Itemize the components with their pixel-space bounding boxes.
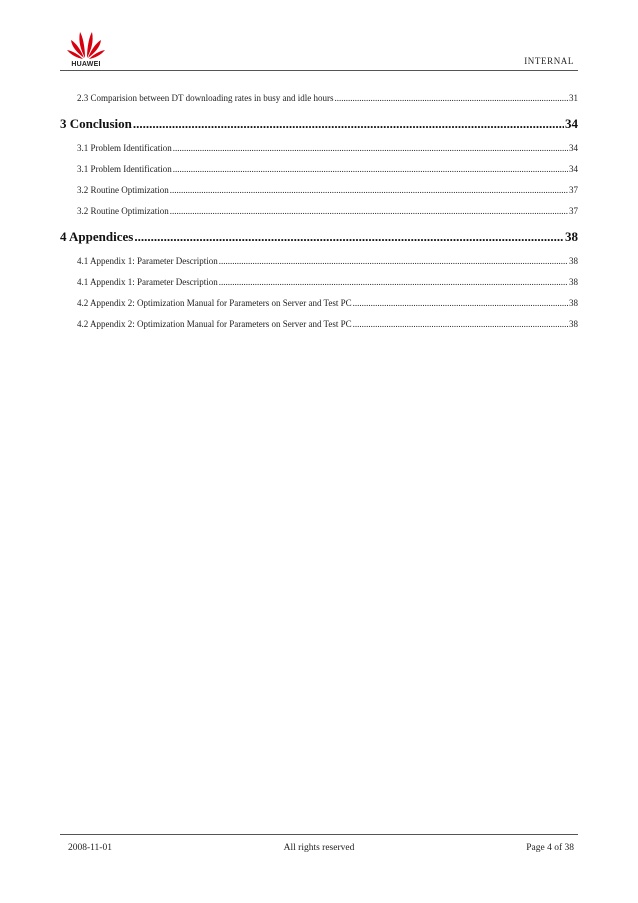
toc-entry-title: 3.2 Routine Optimization: [77, 185, 169, 195]
toc-entry-title: 4.1 Appendix 1: Parameter Description: [77, 277, 218, 287]
toc-entry-page: 34: [569, 164, 578, 174]
toc-dot-leader: [173, 159, 568, 180]
huawei-petals-icon: [66, 28, 106, 60]
toc-entry-title: 4.1 Appendix 1: Parameter Description: [77, 256, 218, 266]
toc-entry-title: 4.2 Appendix 2: Optimization Manual for Parameters on Server and Test PC: [77, 298, 352, 308]
classification-label: INTERNAL: [524, 56, 574, 66]
toc-entry-title: 2.3 Comparision between DT downloading rates in busy and idle hours: [77, 93, 334, 103]
toc-dot-leader: [170, 201, 568, 222]
toc-entry-title: 3.2 Routine Optimization: [77, 206, 169, 216]
toc-subsection-entry[interactable]: [60, 293, 578, 314]
toc-dot-leader: [219, 251, 568, 272]
huawei-logo: [66, 28, 106, 70]
toc-entry-page: 37: [569, 206, 578, 216]
toc-entry-page: 38: [565, 229, 578, 244]
toc-entry-page: 31: [569, 93, 578, 103]
toc-entry-page: 37: [569, 185, 578, 195]
toc-entry-page: 38: [569, 277, 578, 287]
toc-dot-leader: [173, 138, 568, 159]
toc-entry-title: 3.1 Problem Identification: [77, 164, 172, 174]
footer-rights: All rights reserved: [283, 843, 355, 853]
toc-subsection-entry[interactable]: [60, 159, 578, 180]
footer-page-info: Page 4 of 38: [526, 843, 574, 853]
toc-subsection-entry[interactable]: [60, 272, 578, 293]
header-divider: [60, 70, 578, 71]
toc-dot-leader: [134, 224, 564, 249]
toc-entry-page: 34: [565, 116, 578, 131]
toc-entry-page: 38: [569, 256, 578, 266]
table-of-contents: [60, 88, 578, 335]
footer-date: 2008-11-01: [68, 843, 112, 853]
toc-entry-title: 4 Appendices: [60, 229, 134, 244]
toc-subsection-entry[interactable]: [60, 88, 578, 109]
footer-divider: [60, 834, 578, 835]
toc-section-entry[interactable]: [60, 224, 578, 249]
toc-dot-leader: [353, 293, 568, 314]
toc-entry-page: 34: [569, 143, 578, 153]
toc-entry-page: 38: [569, 319, 578, 329]
toc-dot-leader: [170, 180, 568, 201]
toc-entry-title: 3 Conclusion: [60, 116, 132, 131]
toc-section-entry[interactable]: [60, 111, 578, 136]
toc-dot-leader: [219, 272, 568, 293]
toc-dot-leader: [353, 314, 568, 335]
toc-dot-leader: [133, 111, 564, 136]
toc-entry-page: 38: [569, 298, 578, 308]
toc-subsection-entry[interactable]: [60, 180, 578, 201]
logo-wordmark: HUAWEI: [71, 61, 101, 68]
toc-subsection-entry[interactable]: [60, 251, 578, 272]
toc-subsection-entry[interactable]: [60, 314, 578, 335]
toc-dot-leader: [335, 88, 568, 109]
toc-entry-title: 3.1 Problem Identification: [77, 143, 172, 153]
toc-subsection-entry[interactable]: [60, 138, 578, 159]
toc-subsection-entry[interactable]: [60, 201, 578, 222]
toc-entry-title: 4.2 Appendix 2: Optimization Manual for Parameters on Server and Test PC: [77, 319, 352, 329]
